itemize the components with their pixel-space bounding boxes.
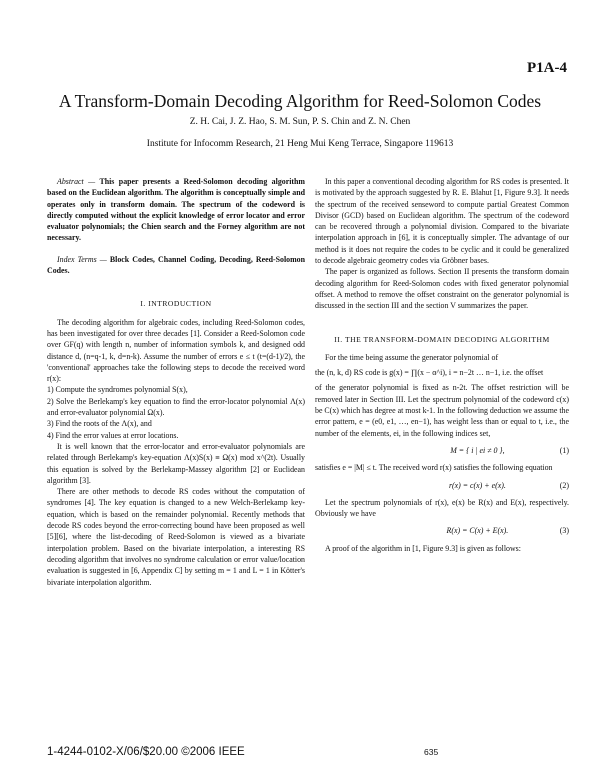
algorithm-paragraph-3: Let the spectrum polynomials of r(x), e(x) be R(x) and E(x), respectively. Obviously we have <box>315 497 569 519</box>
equation-1 <box>315 445 569 456</box>
equation-3-body: R(x) = C(x) + E(x). <box>446 526 509 536</box>
equation-3-number: (3) <box>559 526 569 536</box>
left-column <box>47 176 305 588</box>
step-1: 1) Compute the syndromes polynomial S(x), <box>47 385 188 395</box>
intro-paragraph-3: There are other methods to decode RS codes without the computation of syndromes [4]. The key equation is changed to a new Welch-Berlekamp key-equation, which is based on the remainder polynomial. Recently methods that decode RS codes beyond the error-correcting bound have been proposed as well [5][6], where the list-decoding of Reed-Solomon is viewed as a bivariate interpolation problem. Based on the bivariate interpolation, a interesting RS decoding algorithm that involves no syndrome calculation or error value/location evaluation is suggested in [6, Appendix C] by setting m = 1 and L = 1 in Kötter's bivariate interpolation algorithm. <box>47 487 305 587</box>
abstract <box>47 176 305 244</box>
generator-polynomial-line: the (n, k, d) RS code is g(x) = ∏(x − α^i), i = n−2t … n−1, i.e. the offset <box>315 368 544 378</box>
paper-authors: Z. H. Cai, J. Z. Hao, S. M. Sun, P. S. Chin and Z. N. Chen <box>189 117 411 127</box>
algorithm-paragraph-1c: of the generator polynomial is fixed as n-2t. The offset restriction will be removed later in Section III. Let the spectrum polynomial of the codeword c(x) be C(x) which has degree at most k-1. In the following deduction we assume the error pattern, e = (e0, e1, …, en−1), has weight less than or equal to t, i.e., the number of the elements, ei, in the following indices set, <box>315 383 569 438</box>
intro-paragraph-5: The paper is organized as follows. Section II presents the transform domain decoding algorithm for Reed-Solomon codes with fixed generator polynomial offset. A method to remove the offset constraint on the generator polynomial is discussed in the section III and the section V summarizes the paper. <box>315 267 569 311</box>
step-2: 2) Solve the Berlekamp's key equation to find the error-locator polynomial Λ(x) and error-evaluator polynomial Ω(x). <box>47 396 305 418</box>
section-heading-algorithm: II. THE TRANSFORM-DOMAIN DECODING ALGORITHM <box>334 334 550 344</box>
intro-paragraph-1: The decoding algorithm for algebraic codes, including Reed-Solomon codes, has been investigated for over three decades [1]. Consider a Reed-Solomon code over GF(q) with length n, number of information symbols k, and designed odd distance d, (n=q-1, k, d=n-k). Assume the number of errors e ≤ t (t=(d-1)/2), the 'conventional' approaches take the following steps to decode the received word r(x): <box>47 317 305 384</box>
paper-title: A Transform-Domain Decoding Algorithm for Reed-Solomon Codes <box>58 91 542 111</box>
algorithm-paragraph-2: satisfies e = |M| ≤ t. The received word r(x) satisfies the following equation <box>315 463 553 473</box>
intro-paragraph-2: It is well known that the error-locator and error-evaluator polynomials are related through Berlekamp's key-equation Λ(x)S(x) ≡ Ω(x) mod x^(2t). Usually this equation is solved by the Berlekamp-Massey algorithm [2] or Euclidean algorithm [3]. <box>47 441 305 485</box>
page-number: 635 <box>424 747 439 757</box>
index-terms-label: Index Terms — <box>57 254 107 264</box>
section-heading-introduction: I. INTRODUCTION <box>140 299 212 309</box>
equation-2-body: r(x) = c(x) + e(x). <box>448 480 506 490</box>
equation-3 <box>315 525 569 536</box>
copyright-notice: 1-4244-0102-X/06/$20.00 ©2006 IEEE <box>47 746 245 758</box>
equation-1-body: M = { i | ei ≠ 0 }, <box>450 445 505 455</box>
paper-affiliation: Institute for Infocomm Research, 21 Heng Mui Keng Terrace, Singapore 119613 <box>146 139 454 149</box>
index-terms-text: Block Codes, Channel Coding, Decoding, Reed-Solomon Codes. <box>47 254 305 276</box>
paper-code: P1A-4 <box>527 60 567 76</box>
right-column <box>315 176 569 554</box>
abstract-text: This paper presents a Reed-Solomon decoding algorithm based on the Euclidean algorithm. The algorithm is conceptually simple and operates only in transform domain. The spectrum of the codeword is directly computed without the explicit knowledge of error locator and error evaluator polynomials; the Chien search and the Forney algorithm are not necessary. <box>47 177 305 243</box>
intro-paragraph-4: In this paper a conventional decoding algorithm for RS codes is presented. It is motivated by the approach suggested by R. E. Blahut [1, Figure 9.3]. It needs the spectrum of the received senseword to compute partial Greatest Common Divisor (GCD) based on Euclidean algorithm. The spectrum of the codeword can be recovered through a polynomial division. Compared to the bivariate interpolation approach in [6], it is conceptually simpler. The advantage of our method is it does not require the codes to be cyclic and it could be generalized to decode algebraic geometry codes via Gröbner bases. <box>315 177 569 266</box>
equation-1-number: (1) <box>559 445 569 455</box>
algorithm-paragraph-4: A proof of the algorithm in [1, Figure 9.3] is given as follows: <box>325 543 521 553</box>
index-terms <box>47 254 305 277</box>
equation-2-number: (2) <box>559 480 569 490</box>
abstract-label: Abstract — <box>57 177 96 186</box>
step-4: 4) Find the error values at error locations. <box>47 430 179 440</box>
equation-2 <box>315 480 569 491</box>
algorithm-paragraph-1a: For the time being assume the generator polynomial of <box>325 352 499 362</box>
step-3: 3) Find the roots of the Λ(x), and <box>47 419 152 429</box>
